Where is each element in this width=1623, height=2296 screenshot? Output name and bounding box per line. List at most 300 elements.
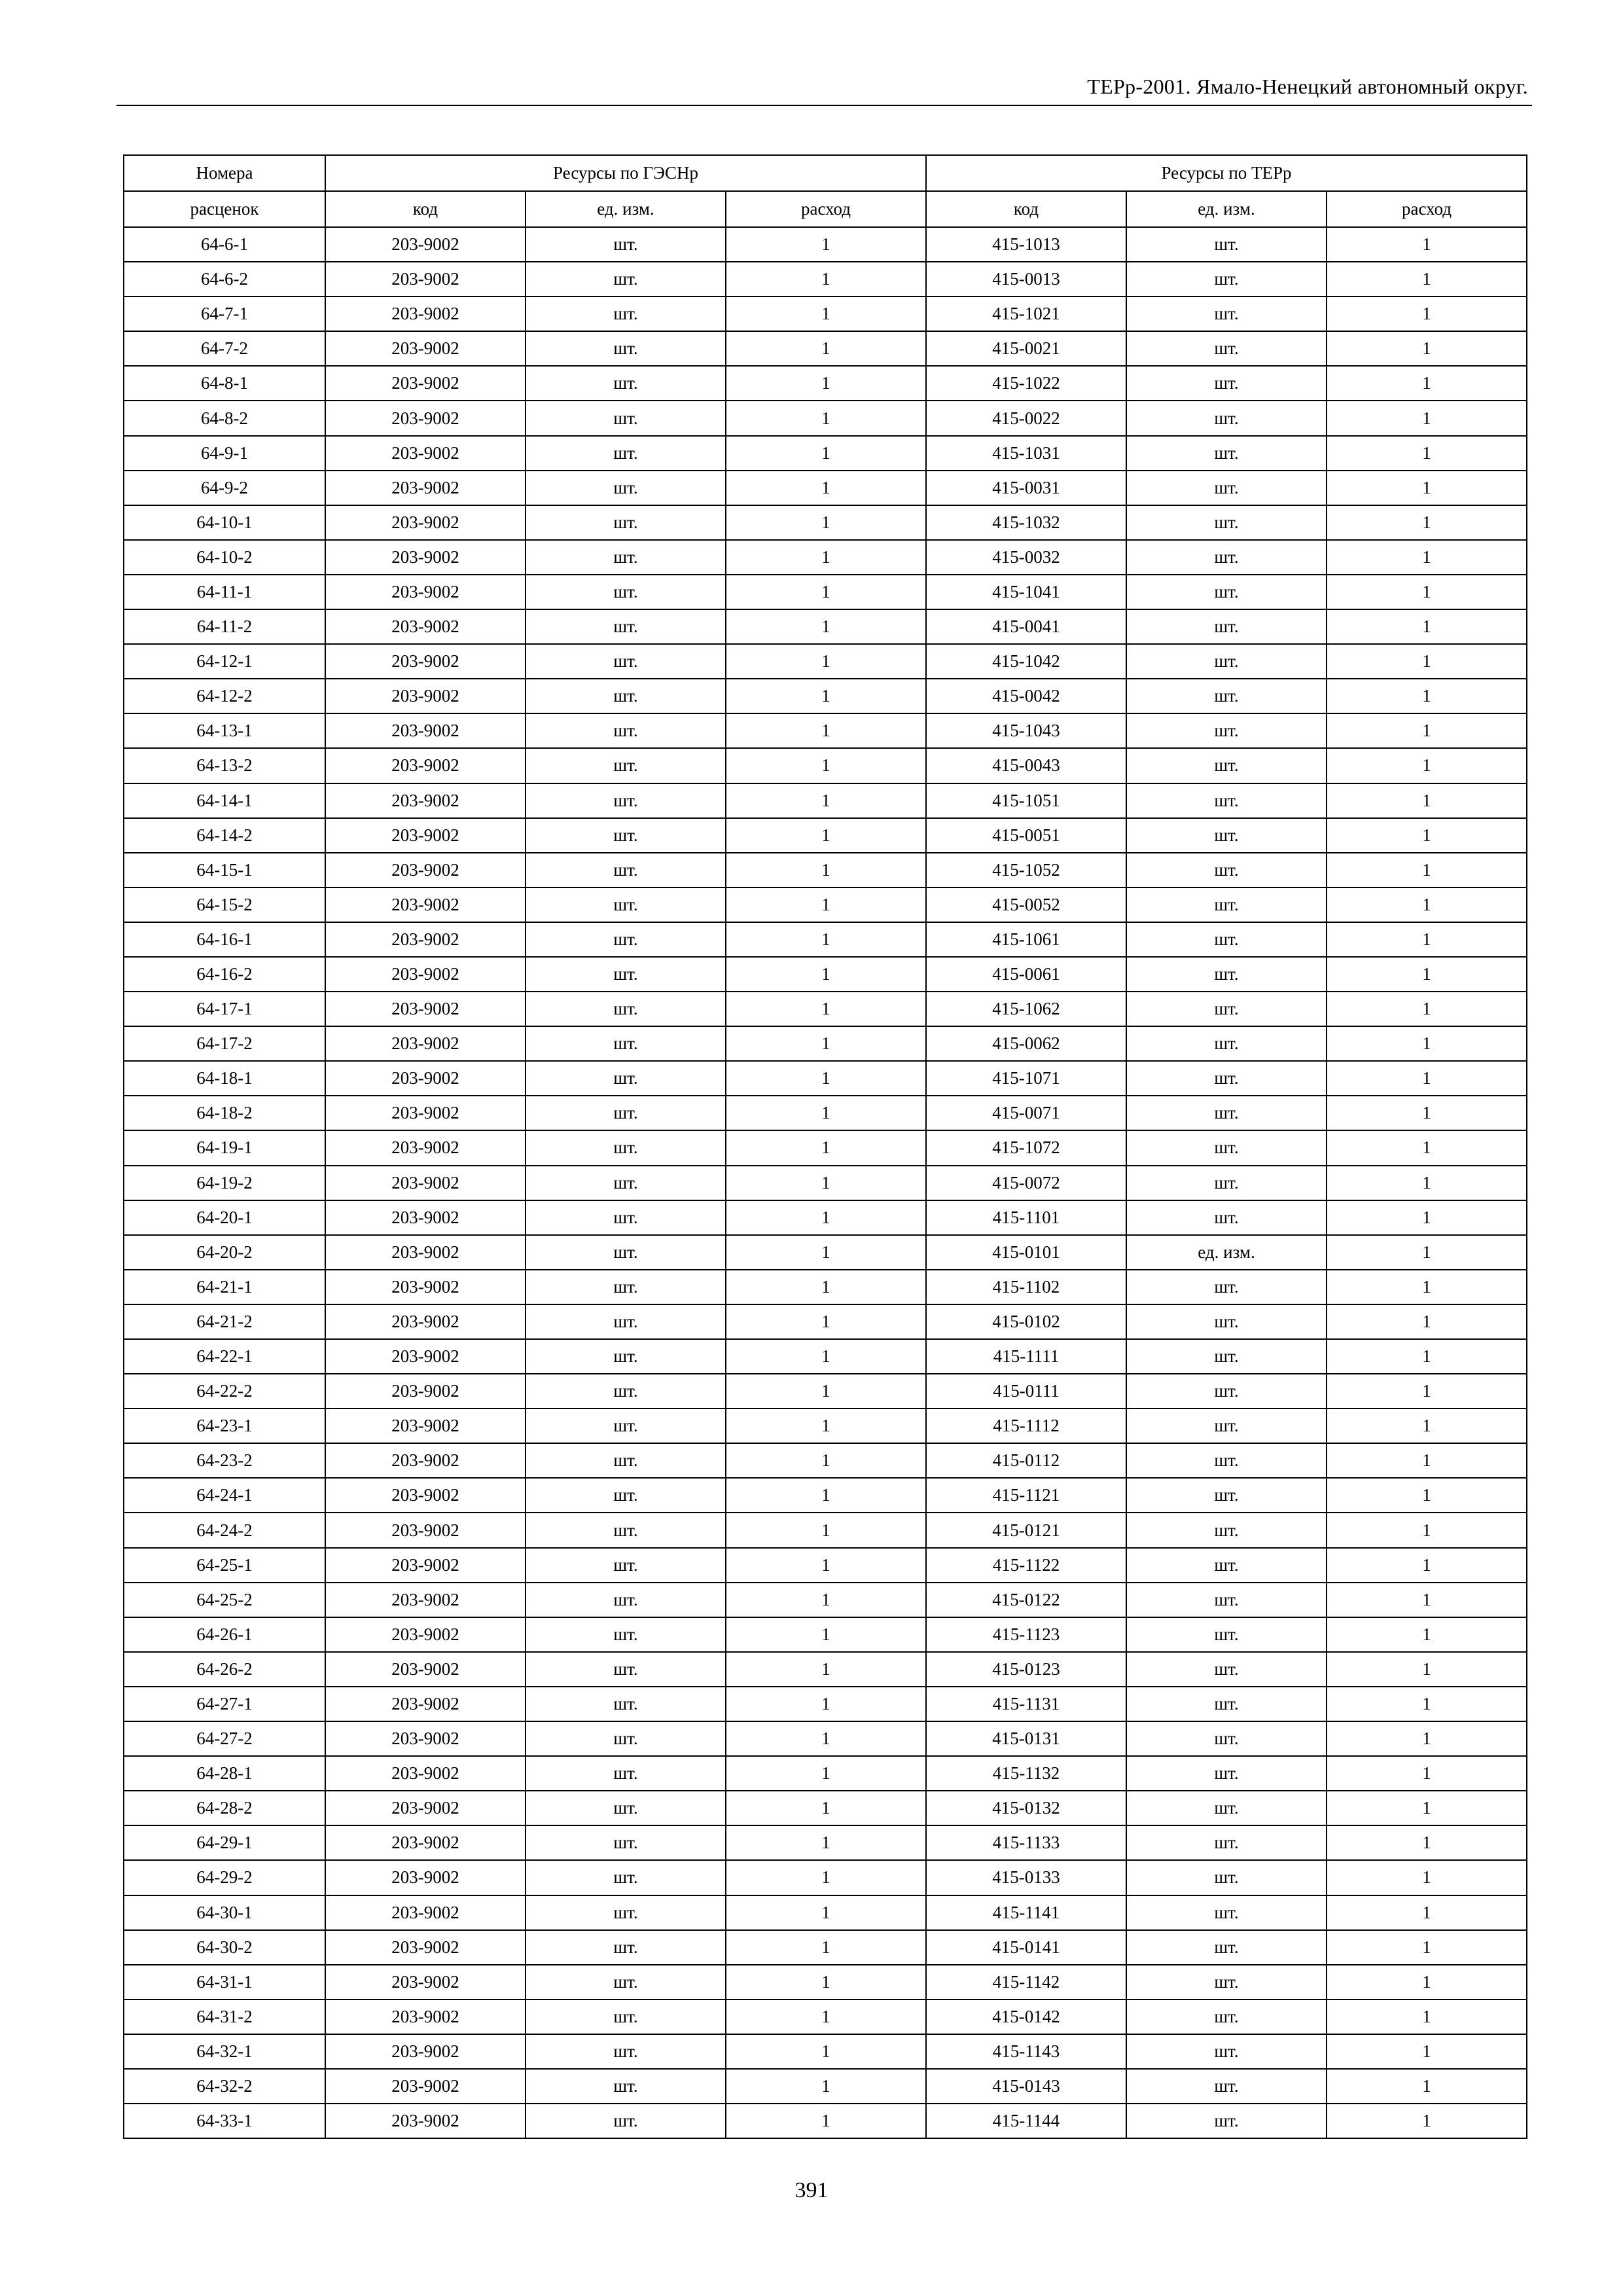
rate-number-cell: 64-22-1: [124, 1339, 325, 1374]
gesn-rate-cell: 1: [726, 1513, 926, 1547]
ter-code-cell: 415-1144: [926, 2104, 1126, 2138]
ter-unit-cell: шт.: [1126, 1130, 1327, 1165]
gesn-unit-cell: шт.: [526, 227, 726, 262]
gesn-unit-cell: шт.: [526, 1270, 726, 1304]
gesn-unit-cell: шт.: [526, 644, 726, 679]
ter-unit-cell: шт.: [1126, 957, 1327, 992]
ter-rate-cell: 1: [1327, 1513, 1527, 1547]
gesn-rate-cell: 1: [726, 436, 926, 471]
ter-code-cell: 415-1061: [926, 922, 1126, 957]
rate-number-cell: 64-16-1: [124, 922, 325, 957]
gesn-code-cell: 203-9002: [325, 957, 526, 992]
ter-rate-cell: 1: [1327, 1930, 1527, 1965]
rate-number-cell: 64-29-2: [124, 1860, 325, 1895]
gesn-code-cell: 203-9002: [325, 818, 526, 853]
gesn-unit-cell: шт.: [526, 748, 726, 783]
ter-unit-cell: шт.: [1126, 1756, 1327, 1791]
gesn-rate-cell: 1: [726, 1895, 926, 1930]
ter-code-cell: 415-1013: [926, 227, 1126, 262]
ter-code-cell: 415-1133: [926, 1825, 1126, 1860]
ter-code-cell: 415-0031: [926, 471, 1126, 505]
ter-code-cell: 415-0133: [926, 1860, 1126, 1895]
gesn-rate-cell: 1: [726, 1304, 926, 1339]
table-row: [124, 679, 1527, 713]
ter-unit-cell: шт.: [1126, 1687, 1327, 1721]
gesn-rate-cell: 1: [726, 227, 926, 262]
table-row: [124, 818, 1527, 853]
table-row: [124, 331, 1527, 366]
rate-number-cell: 64-23-2: [124, 1443, 325, 1478]
ter-rate-cell: 1: [1327, 296, 1527, 331]
ter-unit-cell: шт.: [1126, 296, 1327, 331]
table-row: [124, 401, 1527, 435]
gesn-code-cell: 203-9002: [325, 644, 526, 679]
rate-number-cell: 64-26-1: [124, 1617, 325, 1652]
ter-rate-cell: 1: [1327, 1096, 1527, 1130]
ter-code-cell: 415-0102: [926, 1304, 1126, 1339]
gesn-unit-cell: шт.: [526, 957, 726, 992]
gesn-code-cell: 203-9002: [325, 575, 526, 609]
rate-number-cell: 64-19-2: [124, 1166, 325, 1200]
ter-rate-cell: 1: [1327, 818, 1527, 853]
ter-rate-cell: 1: [1327, 853, 1527, 888]
gesn-unit-cell: шт.: [526, 1478, 726, 1513]
gesn-code-cell: 203-9002: [325, 1130, 526, 1165]
ter-rate-cell: 1: [1327, 1756, 1527, 1791]
table-row: [124, 922, 1527, 957]
table-row: [124, 1965, 1527, 2000]
ter-unit-cell: шт.: [1126, 2104, 1327, 2138]
gesn-code-cell: 203-9002: [325, 540, 526, 575]
gesn-code-cell: 203-9002: [325, 331, 526, 366]
gesn-unit-cell: шт.: [526, 1026, 726, 1061]
ter-unit-cell: шт.: [1126, 1443, 1327, 1478]
ter-code-cell: 415-0051: [926, 818, 1126, 853]
rate-number-cell: 64-24-1: [124, 1478, 325, 1513]
ter-rate-cell: 1: [1327, 366, 1527, 401]
gesn-code-cell: 203-9002: [325, 1478, 526, 1513]
gesn-code-cell: 203-9002: [325, 1860, 526, 1895]
ter-rate-cell: 1: [1327, 2000, 1527, 2034]
table-row: [124, 2104, 1527, 2138]
ter-code-cell: 415-0032: [926, 540, 1126, 575]
ter-unit-cell: шт.: [1126, 818, 1327, 853]
gesn-unit-cell: шт.: [526, 505, 726, 540]
table-row: [124, 1825, 1527, 1860]
gesn-unit-cell: шт.: [526, 888, 726, 922]
ter-code-cell: 415-0071: [926, 1096, 1126, 1130]
ter-rate-cell: 1: [1327, 1061, 1527, 1096]
ter-unit-cell: шт.: [1126, 1096, 1327, 1130]
gesn-code-cell: 203-9002: [325, 1548, 526, 1583]
rate-number-cell: 64-31-1: [124, 1965, 325, 2000]
ter-code-cell: 415-0101: [926, 1235, 1126, 1270]
ter-rate-cell: 1: [1327, 1652, 1527, 1687]
ter-unit-cell: шт.: [1126, 1895, 1327, 1930]
ter-code-cell: 415-1131: [926, 1687, 1126, 1721]
rate-number-cell: 64-9-1: [124, 436, 325, 471]
gesn-rate-cell: 1: [726, 1617, 926, 1652]
ter-code-cell: 415-1043: [926, 713, 1126, 748]
gesn-code-cell: 203-9002: [325, 1270, 526, 1304]
page-number: 391: [794, 2178, 829, 2202]
ter-rate-cell: 1: [1327, 262, 1527, 296]
ter-unit-cell: шт.: [1126, 644, 1327, 679]
ter-code-cell: 415-0052: [926, 888, 1126, 922]
ter-code-cell: 415-1112: [926, 1408, 1126, 1443]
ter-code-cell: 415-0142: [926, 2000, 1126, 2034]
gesn-rate-cell: 1: [726, 1930, 926, 1965]
header-ter-rate: расход: [1327, 191, 1527, 227]
rate-number-cell: 64-26-2: [124, 1652, 325, 1687]
table-row: [124, 957, 1527, 992]
gesn-rate-cell: 1: [726, 783, 926, 818]
gesn-code-cell: 203-9002: [325, 1374, 526, 1408]
ter-unit-cell: шт.: [1126, 1721, 1327, 1756]
gesn-rate-cell: 1: [726, 748, 926, 783]
ter-rate-cell: 1: [1327, 1374, 1527, 1408]
ter-unit-cell: шт.: [1126, 366, 1327, 401]
ter-unit-cell: шт.: [1126, 748, 1327, 783]
gesn-rate-cell: 1: [726, 1652, 926, 1687]
table-row: [124, 992, 1527, 1026]
table-row: [124, 366, 1527, 401]
ter-unit-cell: шт.: [1126, 783, 1327, 818]
gesn-rate-cell: 1: [726, 1478, 926, 1513]
gesn-code-cell: 203-9002: [325, 922, 526, 957]
gesn-unit-cell: шт.: [526, 818, 726, 853]
ter-unit-cell: шт.: [1126, 1583, 1327, 1617]
gesn-rate-cell: 1: [726, 1583, 926, 1617]
gesn-rate-cell: 1: [726, 1096, 926, 1130]
rate-number-cell: 64-33-1: [124, 2104, 325, 2138]
gesn-rate-cell: 1: [726, 401, 926, 435]
ter-unit-cell: шт.: [1126, 1061, 1327, 1096]
gesn-code-cell: 203-9002: [325, 262, 526, 296]
gesn-code-cell: 203-9002: [325, 2069, 526, 2104]
gesn-code-cell: 203-9002: [325, 853, 526, 888]
gesn-rate-cell: 1: [726, 2104, 926, 2138]
ter-unit-cell: шт.: [1126, 1304, 1327, 1339]
gesn-code-cell: 203-9002: [325, 1200, 526, 1235]
gesn-code-cell: 203-9002: [325, 1791, 526, 1825]
rate-number-cell: 64-32-2: [124, 2069, 325, 2104]
table-row: [124, 1130, 1527, 1165]
ter-rate-cell: 1: [1327, 957, 1527, 992]
gesn-unit-cell: шт.: [526, 1721, 726, 1756]
gesn-rate-cell: 1: [726, 1756, 926, 1791]
rate-number-cell: 64-28-1: [124, 1756, 325, 1791]
ter-unit-cell: шт.: [1126, 1478, 1327, 1513]
table-row: [124, 1721, 1527, 1756]
ter-rate-cell: 1: [1327, 713, 1527, 748]
ter-code-cell: 415-1021: [926, 296, 1126, 331]
rate-number-cell: 64-19-1: [124, 1130, 325, 1165]
ter-unit-cell: шт.: [1126, 2069, 1327, 2104]
gesn-unit-cell: шт.: [526, 401, 726, 435]
rate-number-cell: 64-18-1: [124, 1061, 325, 1096]
ter-code-cell: 415-1121: [926, 1478, 1126, 1513]
gesn-code-cell: 203-9002: [325, 1235, 526, 1270]
ter-code-cell: 415-1132: [926, 1756, 1126, 1791]
gesn-rate-cell: 1: [726, 2069, 926, 2104]
ter-rate-cell: 1: [1327, 1200, 1527, 1235]
rate-number-cell: 64-13-1: [124, 713, 325, 748]
table-row: [124, 296, 1527, 331]
gesn-code-cell: 203-9002: [325, 1339, 526, 1374]
gesn-unit-cell: шт.: [526, 1096, 726, 1130]
gesn-rate-cell: 1: [726, 1443, 926, 1478]
gesn-rate-cell: 1: [726, 853, 926, 888]
table-row: [124, 1583, 1527, 1617]
ter-unit-cell: шт.: [1126, 1513, 1327, 1547]
rate-number-cell: 64-13-2: [124, 748, 325, 783]
ter-code-cell: 415-1111: [926, 1339, 1126, 1374]
gesn-unit-cell: шт.: [526, 1339, 726, 1374]
gesn-code-cell: 203-9002: [325, 2000, 526, 2034]
header-ter-code: код: [926, 191, 1126, 227]
gesn-code-cell: 203-9002: [325, 436, 526, 471]
gesn-unit-cell: шт.: [526, 436, 726, 471]
gesn-unit-cell: шт.: [526, 992, 726, 1026]
gesn-unit-cell: шт.: [526, 1235, 726, 1270]
gesn-rate-cell: 1: [726, 1270, 926, 1304]
ter-code-cell: 415-1101: [926, 1200, 1126, 1235]
ter-unit-cell: шт.: [1126, 2000, 1327, 2034]
ter-unit-cell: шт.: [1126, 505, 1327, 540]
gesn-code-cell: 203-9002: [325, 1061, 526, 1096]
rate-number-cell: 64-15-2: [124, 888, 325, 922]
table-row: [124, 1061, 1527, 1096]
gesn-code-cell: 203-9002: [325, 609, 526, 644]
gesn-unit-cell: шт.: [526, 1652, 726, 1687]
ter-code-cell: 415-1032: [926, 505, 1126, 540]
ter-rate-cell: 1: [1327, 1687, 1527, 1721]
gesn-rate-cell: 1: [726, 331, 926, 366]
ter-code-cell: 415-0131: [926, 1721, 1126, 1756]
ter-code-cell: 415-0042: [926, 679, 1126, 713]
gesn-unit-cell: шт.: [526, 1513, 726, 1547]
rate-number-cell: 64-28-2: [124, 1791, 325, 1825]
ter-code-cell: 415-0141: [926, 1930, 1126, 1965]
rate-number-cell: 64-10-1: [124, 505, 325, 540]
ter-code-cell: 415-1052: [926, 853, 1126, 888]
table-head-row-2: [124, 191, 1527, 227]
rate-number-cell: 64-14-2: [124, 818, 325, 853]
rate-number-cell: 64-9-2: [124, 471, 325, 505]
gesn-rate-cell: 1: [726, 262, 926, 296]
gesn-rate-cell: 1: [726, 1687, 926, 1721]
rate-number-cell: 64-20-1: [124, 1200, 325, 1235]
gesn-code-cell: 203-9002: [325, 366, 526, 401]
ter-rate-cell: 1: [1327, 1408, 1527, 1443]
gesn-rate-cell: 1: [726, 1130, 926, 1165]
gesn-code-cell: 203-9002: [325, 1652, 526, 1687]
ter-rate-cell: 1: [1327, 505, 1527, 540]
ter-unit-cell: шт.: [1126, 1652, 1327, 1687]
ter-unit-cell: шт.: [1126, 540, 1327, 575]
gesn-unit-cell: шт.: [526, 713, 726, 748]
rate-number-cell: 64-17-2: [124, 1026, 325, 1061]
table-row: [124, 1617, 1527, 1652]
gesn-rate-cell: 1: [726, 296, 926, 331]
table-row: [124, 471, 1527, 505]
table-row: [124, 1166, 1527, 1200]
ter-rate-cell: 1: [1327, 748, 1527, 783]
ter-code-cell: 415-0121: [926, 1513, 1126, 1547]
gesn-code-cell: 203-9002: [325, 1304, 526, 1339]
ter-code-cell: 415-1142: [926, 1965, 1126, 2000]
gesn-rate-cell: 1: [726, 1026, 926, 1061]
gesn-code-cell: 203-9002: [325, 748, 526, 783]
gesn-unit-cell: шт.: [526, 1791, 726, 1825]
ter-rate-cell: 1: [1327, 992, 1527, 1026]
gesn-unit-cell: шт.: [526, 2034, 726, 2069]
table-row: [124, 2069, 1527, 2104]
rate-number-cell: 64-10-2: [124, 540, 325, 575]
rate-number-cell: 64-20-2: [124, 1235, 325, 1270]
ter-unit-cell: шт.: [1126, 436, 1327, 471]
rate-number-cell: 64-29-1: [124, 1825, 325, 1860]
ter-rate-cell: 1: [1327, 783, 1527, 818]
gesn-code-cell: 203-9002: [325, 1096, 526, 1130]
gesn-unit-cell: шт.: [526, 296, 726, 331]
ter-unit-cell: шт.: [1126, 401, 1327, 435]
ter-rate-cell: 1: [1327, 644, 1527, 679]
ter-rate-cell: 1: [1327, 1166, 1527, 1200]
rate-number-cell: 64-7-1: [124, 296, 325, 331]
table-row: [124, 2000, 1527, 2034]
ter-rate-cell: 1: [1327, 471, 1527, 505]
gesn-rate-cell: 1: [726, 679, 926, 713]
gesn-code-cell: 203-9002: [325, 401, 526, 435]
table-row: [124, 1304, 1527, 1339]
ter-code-cell: 415-1123: [926, 1617, 1126, 1652]
ter-rate-cell: 1: [1327, 1791, 1527, 1825]
table-row: [124, 1096, 1527, 1130]
ter-unit-cell: шт.: [1126, 331, 1327, 366]
gesn-unit-cell: шт.: [526, 1548, 726, 1583]
ter-rate-cell: 1: [1327, 2104, 1527, 2138]
rate-number-cell: 64-21-2: [124, 1304, 325, 1339]
gesn-unit-cell: шт.: [526, 1583, 726, 1617]
ter-rate-cell: 1: [1327, 1860, 1527, 1895]
ter-rate-cell: 1: [1327, 1617, 1527, 1652]
gesn-unit-cell: шт.: [526, 2069, 726, 2104]
ter-unit-cell: шт.: [1126, 262, 1327, 296]
gesn-code-cell: 203-9002: [325, 2104, 526, 2138]
ter-code-cell: 415-0021: [926, 331, 1126, 366]
table-row: [124, 713, 1527, 748]
ter-code-cell: 415-0041: [926, 609, 1126, 644]
rate-number-cell: 64-7-2: [124, 331, 325, 366]
header-group-ter: Ресурсы по ТЕРр: [926, 155, 1527, 191]
rate-number-cell: 64-6-2: [124, 262, 325, 296]
gesn-unit-cell: шт.: [526, 1408, 726, 1443]
gesn-code-cell: 203-9002: [325, 679, 526, 713]
gesn-unit-cell: шт.: [526, 1965, 726, 2000]
ter-rate-cell: 1: [1327, 331, 1527, 366]
gesn-code-cell: 203-9002: [325, 1721, 526, 1756]
table-row: [124, 1339, 1527, 1374]
rate-number-cell: 64-21-1: [124, 1270, 325, 1304]
ter-code-cell: 415-0111: [926, 1374, 1126, 1408]
gesn-code-cell: 203-9002: [325, 1443, 526, 1478]
gesn-unit-cell: шт.: [526, 540, 726, 575]
table-row: [124, 1895, 1527, 1930]
ter-rate-cell: 1: [1327, 1235, 1527, 1270]
ter-rate-cell: 1: [1327, 436, 1527, 471]
gesn-rate-cell: 1: [726, 575, 926, 609]
gesn-rate-cell: 1: [726, 713, 926, 748]
gesn-unit-cell: шт.: [526, 1061, 726, 1096]
ter-rate-cell: 1: [1327, 401, 1527, 435]
ter-unit-cell: шт.: [1126, 1860, 1327, 1895]
table-row: [124, 783, 1527, 818]
ter-code-cell: 415-1071: [926, 1061, 1126, 1096]
ter-unit-cell: шт.: [1126, 1791, 1327, 1825]
gesn-unit-cell: шт.: [526, 1443, 726, 1478]
ter-rate-cell: 1: [1327, 1270, 1527, 1304]
gesn-code-cell: 203-9002: [325, 471, 526, 505]
gesn-rate-cell: 1: [726, 1339, 926, 1374]
ter-rate-cell: 1: [1327, 1583, 1527, 1617]
ter-code-cell: 415-0143: [926, 2069, 1126, 2104]
rate-number-cell: 64-27-1: [124, 1687, 325, 1721]
gesn-rate-cell: 1: [726, 922, 926, 957]
gesn-code-cell: 203-9002: [325, 1825, 526, 1860]
ter-code-cell: 415-1072: [926, 1130, 1126, 1165]
ter-rate-cell: 1: [1327, 2069, 1527, 2104]
ter-unit-cell: шт.: [1126, 575, 1327, 609]
rate-number-cell: 64-16-2: [124, 957, 325, 992]
rate-number-cell: 64-18-2: [124, 1096, 325, 1130]
ter-code-cell: 415-0122: [926, 1583, 1126, 1617]
table-row: [124, 1860, 1527, 1895]
gesn-code-cell: 203-9002: [325, 505, 526, 540]
table-row: [124, 1930, 1527, 1965]
gesn-unit-cell: шт.: [526, 1930, 726, 1965]
gesn-code-cell: 203-9002: [325, 888, 526, 922]
rate-number-cell: 64-11-1: [124, 575, 325, 609]
ter-unit-cell: шт.: [1126, 1166, 1327, 1200]
gesn-unit-cell: шт.: [526, 922, 726, 957]
table-row: [124, 505, 1527, 540]
gesn-rate-cell: 1: [726, 1965, 926, 2000]
rate-number-cell: 64-6-1: [124, 227, 325, 262]
gesn-code-cell: 203-9002: [325, 1026, 526, 1061]
ter-unit-cell: шт.: [1126, 853, 1327, 888]
gesn-rate-cell: 1: [726, 1548, 926, 1583]
ter-unit-cell: шт.: [1126, 992, 1327, 1026]
ter-rate-cell: 1: [1327, 540, 1527, 575]
rate-number-cell: 64-24-2: [124, 1513, 325, 1547]
header-ter-unit: ед. изм.: [1126, 191, 1327, 227]
ter-code-cell: 415-0123: [926, 1652, 1126, 1687]
ter-unit-cell: шт.: [1126, 679, 1327, 713]
table-head-row-1: [124, 155, 1527, 191]
gesn-code-cell: 203-9002: [325, 1617, 526, 1652]
table-row: [124, 1374, 1527, 1408]
gesn-rate-cell: 1: [726, 957, 926, 992]
ter-unit-cell: шт.: [1126, 1026, 1327, 1061]
ter-rate-cell: 1: [1327, 575, 1527, 609]
ter-unit-cell: шт.: [1126, 1965, 1327, 2000]
ter-rate-cell: 1: [1327, 1304, 1527, 1339]
ter-rate-cell: 1: [1327, 1339, 1527, 1374]
gesn-rate-cell: 1: [726, 1200, 926, 1235]
table-row: [124, 1548, 1527, 1583]
